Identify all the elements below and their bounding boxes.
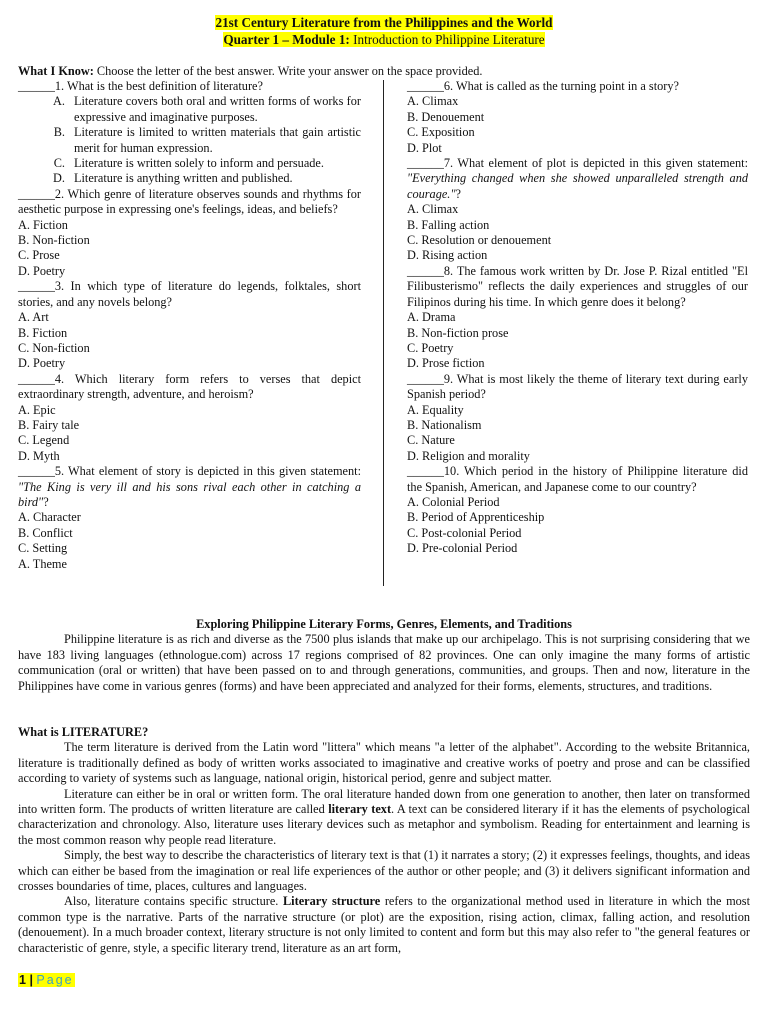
document-header xyxy=(0,14,768,48)
question-1-option-d: D. Literature is anything written and published. xyxy=(53,171,293,186)
question-10-option-d: D. Pre-colonial Period xyxy=(407,541,518,556)
literature-paragraph-1: The term literature is derived from the Latin word "littera" which means "a letter of the alphabet". According to the website Britannica, literature is traditionally defined as body of written works associated to imaginative and creative works of poetry and prose and can be classified according to variety of systems such as language, national origin, historical period, genre and subject matter. xyxy=(18,740,750,786)
question-2: ______2. Which genre of literature observes sounds and rhythms for aesthetic purpose in expressing one's feelings, ideas, and beliefs? xyxy=(18,186,361,217)
exploring-section xyxy=(18,617,750,694)
question-1-option-c: C. Literature is written solely to inform and persuade. xyxy=(53,156,324,171)
literature-paragraph-2: Literature can either be in oral or written form. The oral literature handed down from one generation to another, then later on transformed into written form. The products of written literature are called literary text. A text can be considered literary if it has the elements of psychological characterization and chronology. Also, literature uses literary devices such as metaphor and symbolism. Reading for entertainment and learning is the most common reason why people read literature. xyxy=(18,786,750,847)
question-4-option-c: C. Legend xyxy=(18,433,70,448)
question-1: ______1. What is the best definition of literature? xyxy=(18,79,263,93)
what-i-know-instruction: Choose the letter of the best answer. Write your answer on the space provided. xyxy=(96,64,483,78)
literature-section xyxy=(18,725,750,956)
question-8-option-d: D. Prose fiction xyxy=(407,356,485,371)
question-3-option-b: B. Fiction xyxy=(18,325,68,340)
question-10-option-a: A. Colonial Period xyxy=(407,494,500,509)
what-i-know-line xyxy=(18,64,753,79)
quiz-left-column xyxy=(18,79,361,572)
page-number: 1 xyxy=(19,973,26,987)
question-9: ______9. What is most likely the theme of literary text during early Spanish period? xyxy=(407,371,748,402)
quiz-right-column xyxy=(407,79,748,557)
question-4-option-b: B. Fairy tale xyxy=(18,417,80,432)
question-3-option-c: C. Non-fiction xyxy=(18,340,90,355)
question-4: ______4. Which literary form refers to verses that depict extraordinary strength, adventure, and heroism? xyxy=(18,371,361,402)
question-3-option-d: D. Poetry xyxy=(18,356,66,371)
question-4-option-d: D. Myth xyxy=(18,448,60,463)
question-2-option-d: D. Poetry xyxy=(18,263,66,278)
question-5-quote: "The King is very ill and his sons rival each other in catching a bird" xyxy=(18,479,361,509)
question-2-option-c: C. Prose xyxy=(18,248,60,263)
question-5-option-a: A. Character xyxy=(18,510,81,525)
literature-paragraph-4: Also, literature contains specific structure. Literary structure refers to the organizational method used in literature in which the most common type is the narrative. Parts of the narrative structure (or plot) are the exposition, rising action, climax, falling action, and resolution (denouement). In a much broader context, literary structure is not only limited to content and form but this may also refer to "the general features or characteristic of genre, style, a specific literary trend, literature as an art form, xyxy=(18,894,750,955)
question-1-option-a: A. Literature covers both oral and written forms of works for expressive and imaginative purposes. xyxy=(53,94,361,124)
question-7: ______7. What element of plot is depicted in this given statement: "Everything changed when she showed unparalleled strength and courage."? xyxy=(407,156,748,201)
question-7-quote: "Everything changed when she showed unparalleled strength and courage." xyxy=(407,171,748,201)
module-label: Quarter 1 – Module 1: xyxy=(223,32,350,47)
question-2-option-b: B. Non-fiction xyxy=(18,233,90,248)
question-7-option-a: A. Climax xyxy=(407,202,459,217)
page-footer xyxy=(18,973,75,988)
document-title: 21st Century Literature from the Philippines and the World xyxy=(215,15,553,30)
question-4-option-a: A. Epic xyxy=(18,402,56,417)
question-5-option-c: C. Setting xyxy=(18,541,68,556)
question-5-option-b: B. Conflict xyxy=(18,525,73,540)
question-6-option-b: B. Denouement xyxy=(407,109,485,124)
question-3: ______3. In which type of literature do legends, folktales, short stories, and any novels belong? xyxy=(18,279,361,309)
question-9-option-d: D. Religion and morality xyxy=(407,448,530,463)
exploring-paragraph: Philippine literature is as rich and diverse as the 7500 plus islands that make up our archipelago. This is not surprising considering that we have 183 living languages (ethnologue.com) across 17 regions comprised of 82 provinces. One can only imagine the many forms of artistic communication (oral or written) that have been passed on to and through generations, communities, and groups. Then and now, literature in the Philippines have come in various genres (forms) and have been appreciated and analyzed for their forms, elements, structures, and traditions. xyxy=(18,632,750,693)
question-7-option-b: B. Falling action xyxy=(407,217,490,232)
question-10-option-b: B. Period of Apprenticeship xyxy=(407,510,545,525)
page-label: Page xyxy=(36,973,74,987)
question-8-option-c: C. Poetry xyxy=(407,340,454,355)
question-7-option-d: D. Rising action xyxy=(407,248,488,263)
question-3-option-a: A. Art xyxy=(18,310,49,325)
question-8: ______8. The famous work written by Dr. Jose P. Rizal entitled "El Filibusterismo" reflects the daily experiences and struggles of our Filipinos during his time. In which genre does it belong? xyxy=(407,263,748,309)
literature-heading: What is LITERATURE? xyxy=(18,725,149,739)
question-9-option-a: A. Equality xyxy=(407,402,464,417)
question-8-option-b: B. Non-fiction prose xyxy=(407,325,509,340)
literature-paragraph-3: Simply, the best way to describe the characteristics of literary text is that (1) it narrates a story; (2) it expresses feelings, thoughts, and ideas which can either be based from the imagination or real life experiences of the author or other people; and (3) it delivers significant information and crosses boundaries of time, places, cultures and languages. xyxy=(18,848,750,894)
question-5: ______5. What element of story is depicted in this given statement: "The King is very ill and his sons rival each other in catching a bird"? xyxy=(18,464,361,509)
module-topic: Introduction to Philippine Literature xyxy=(353,32,545,47)
exploring-title: Exploring Philippine Literary Forms, Genres, Elements, and Traditions xyxy=(196,617,572,631)
what-i-know-label: What I Know: xyxy=(18,64,94,78)
page-separator: | xyxy=(29,973,33,987)
question-9-option-c: C. Nature xyxy=(407,433,455,448)
question-6-option-d: D. Plot xyxy=(407,140,442,155)
question-10-option-c: C. Post-colonial Period xyxy=(407,525,522,540)
module-line xyxy=(0,31,768,48)
question-6-option-a: A. Climax xyxy=(407,94,459,109)
question-6-option-c: C. Exposition xyxy=(407,125,475,140)
question-6: ______6. What is called as the turning point in a story? xyxy=(407,79,679,93)
question-9-option-b: B. Nationalism xyxy=(407,417,482,432)
question-2-option-a: A. Fiction xyxy=(18,217,68,232)
question-7-option-c: C. Resolution or denouement xyxy=(407,233,552,248)
question-1-option-b: B. Literature is limited to written materials that gain artistic merit for human expression. xyxy=(53,125,361,155)
question-10: ______10. Which period in the history of Philippine literature did the Spanish, American, and Japanese come to our country? xyxy=(407,464,748,494)
literary-structure-term: Literary structure xyxy=(282,894,381,909)
question-5-option-d: A. Theme xyxy=(18,556,67,571)
question-8-option-a: A. Drama xyxy=(407,310,456,325)
column-divider xyxy=(383,80,384,586)
literary-text-term: literary text xyxy=(328,802,392,817)
